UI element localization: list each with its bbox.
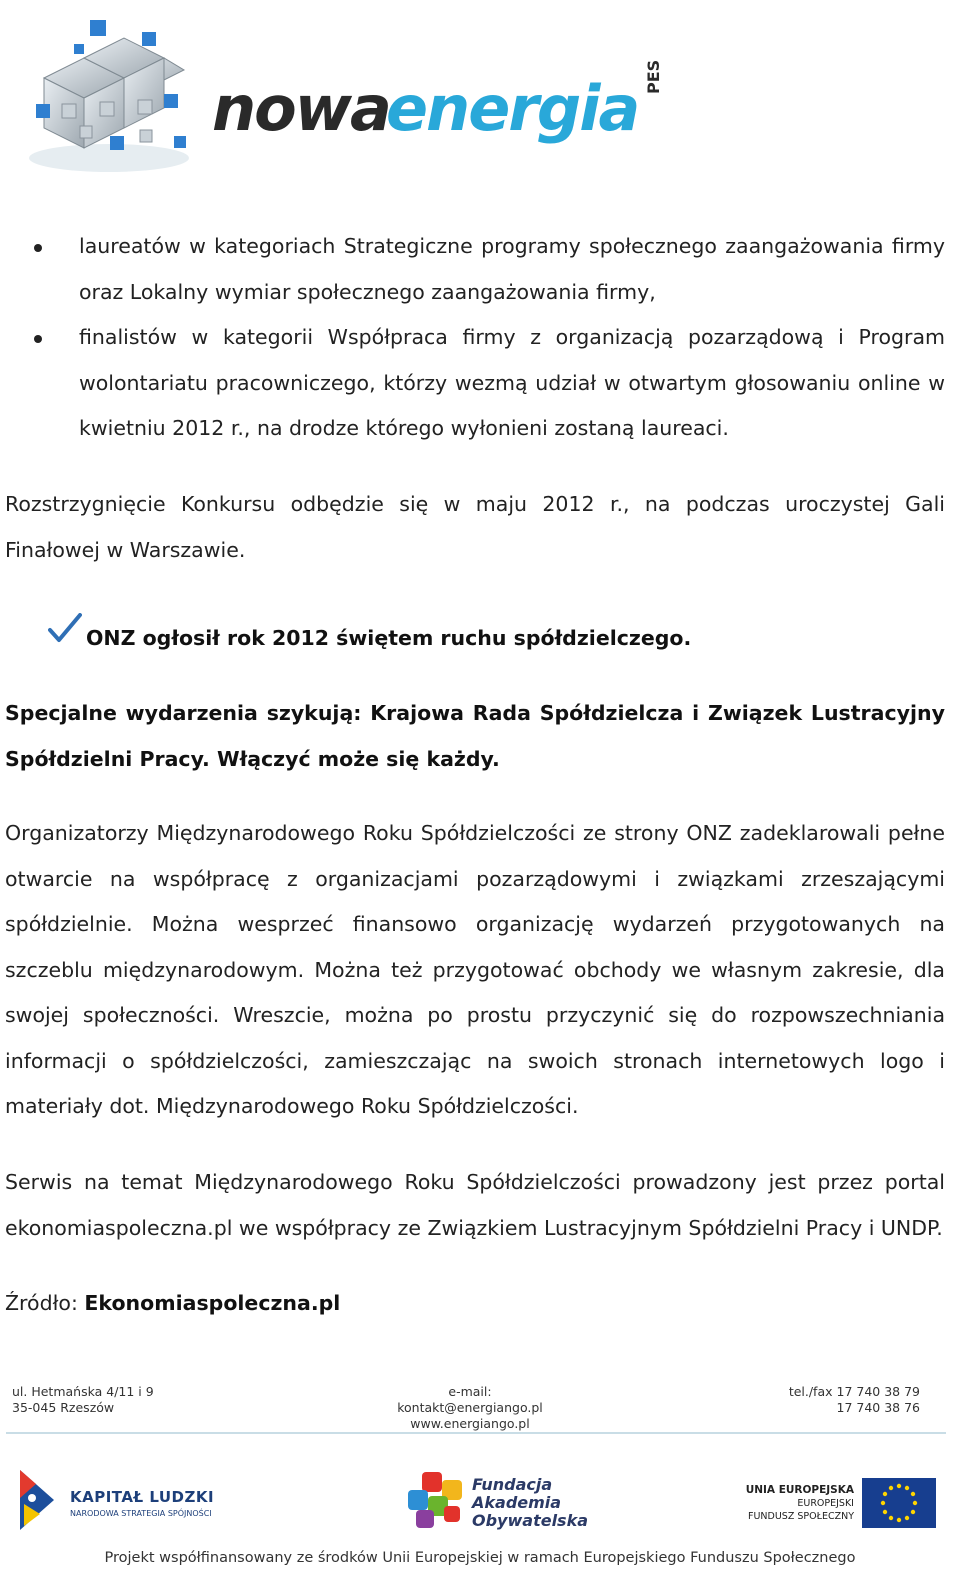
- bullet-item: finalistów w kategorii Współpraca firmy z organizacją pozarządową i Program wolontariatu pracowniczego, którzy wezmą udział w otwartym głosowaniu online w kwietniu 2012 r., na drodze którego wyłonieni zostaną laureaci.: [79, 325, 945, 440]
- logo-text-energia: energia: [386, 72, 639, 145]
- address-line-1: ul. Hetmańska 4/11 i 9: [12, 1384, 154, 1399]
- paragraph-special-events: Specjalne wydarzenia szykują: Krajowa Rada Spółdzielcza i Związek Lustracyjny Spółdzielni Pracy. Włączyć może się każdy.: [5, 701, 945, 771]
- kl-title: KAPITAŁ LUDZKI: [70, 1488, 215, 1506]
- source-label: Źródło:: [5, 1291, 85, 1315]
- paragraph-gala: Rozstrzygnięcie Konkursu odbędzie się w maju 2012 r., na podczas uroczystej Gali Finałowej w Warszawie.: [5, 492, 945, 562]
- phone-line-1: tel./fax 17 740 38 79: [788, 1384, 920, 1399]
- puzzle-logo-icon: [404, 1470, 470, 1532]
- paragraph-serwis: Serwis na temat Międzynarodowego Roku Spółdzielczości prowadzony jest przez portal ekonomiaspoleczna.pl we współpracy ze Związkiem Lustracyjnym Spółdzielni Pracy i UNDP.: [5, 1170, 945, 1240]
- faob-line-1: Fundacja: [472, 1475, 553, 1494]
- eu-logo-text: [740, 1484, 854, 1523]
- fundacja-logo: [472, 1476, 588, 1530]
- logo-text-pes: PES: [644, 59, 663, 94]
- nowa-energia-logo: [14, 8, 674, 180]
- kapital-ludzki-logo: [70, 1488, 214, 1518]
- footer-www[interactable]: www.energiango.pl: [410, 1416, 530, 1431]
- cofinance-note: Projekt współfinansowany ze środków Unii Europejskiej w ramach Europejskiego Funduszu Społecznego: [104, 1550, 856, 1566]
- check-heading: ONZ ogłosił rok 2012 świętem ruchu spółdzielczego.: [86, 626, 692, 650]
- paragraph-organizers: Organizatorzy Międzynarodowego Roku Spółdzielczości ze strony ONZ zadeklarowali pełne otwarcie na współpracę z organizacjami pozarządowymi i związkami zrzeszającymi spółdzielnie. Można wesprzeć finansowo organizację wydarzeń przygotowanych na szczeblu międzynarodowym. Można też przygotować obchody we własnym zakresie, dla swojej społeczności. Wreszcie, można po prostu przyczynić się do rozpowszechniania informacji o spółdzielczości, zamieszczając na swoich stronach internetowych logo i materiały dot. Międzynarodowego Roku Spółdzielczości.: [5, 821, 945, 1118]
- kapital-ludzki-logo-icon: [14, 1468, 60, 1532]
- phone-line-2: 17 740 38 76: [836, 1400, 920, 1415]
- address-line-2: 35-045 Rzeszów: [12, 1400, 115, 1415]
- footer-contact: [380, 1384, 560, 1432]
- eu-line-1: UNIA EUROPEJSKA: [745, 1484, 854, 1496]
- bullet-icon: [34, 244, 42, 252]
- source-link[interactable]: Ekonomiaspoleczna.pl: [84, 1291, 341, 1315]
- eu-line-2: EUROPEJSKI: [797, 1498, 854, 1509]
- kl-subtitle: NARODOWA STRATEGIA SPÓJNOŚCI: [70, 1509, 212, 1518]
- bullet-item: laureatów w kategoriach Strategiczne programy społecznego zaangażowania firmy oraz Lokalny wymiar społecznego zaangażowania firmy,: [79, 234, 945, 304]
- cube-logo-icon: [14, 8, 214, 180]
- footer-phone: [789, 1384, 920, 1416]
- faob-line-3: Obywatelska: [472, 1511, 589, 1530]
- footer-divider: [6, 1432, 946, 1434]
- logo-text-nowa: nowa: [212, 72, 390, 145]
- eu-flag-icon: [862, 1478, 936, 1528]
- faob-line-2: Akademia: [472, 1493, 562, 1512]
- bullet-icon: [34, 335, 42, 343]
- source-line: [5, 1281, 605, 1327]
- footer-address: [12, 1384, 154, 1416]
- eu-line-3: FUNDUSZ SPOŁECZNY: [748, 1511, 854, 1522]
- checkmark-icon: [48, 613, 82, 643]
- footer-email[interactable]: e-mail: kontakt@energiango.pl: [397, 1384, 543, 1415]
